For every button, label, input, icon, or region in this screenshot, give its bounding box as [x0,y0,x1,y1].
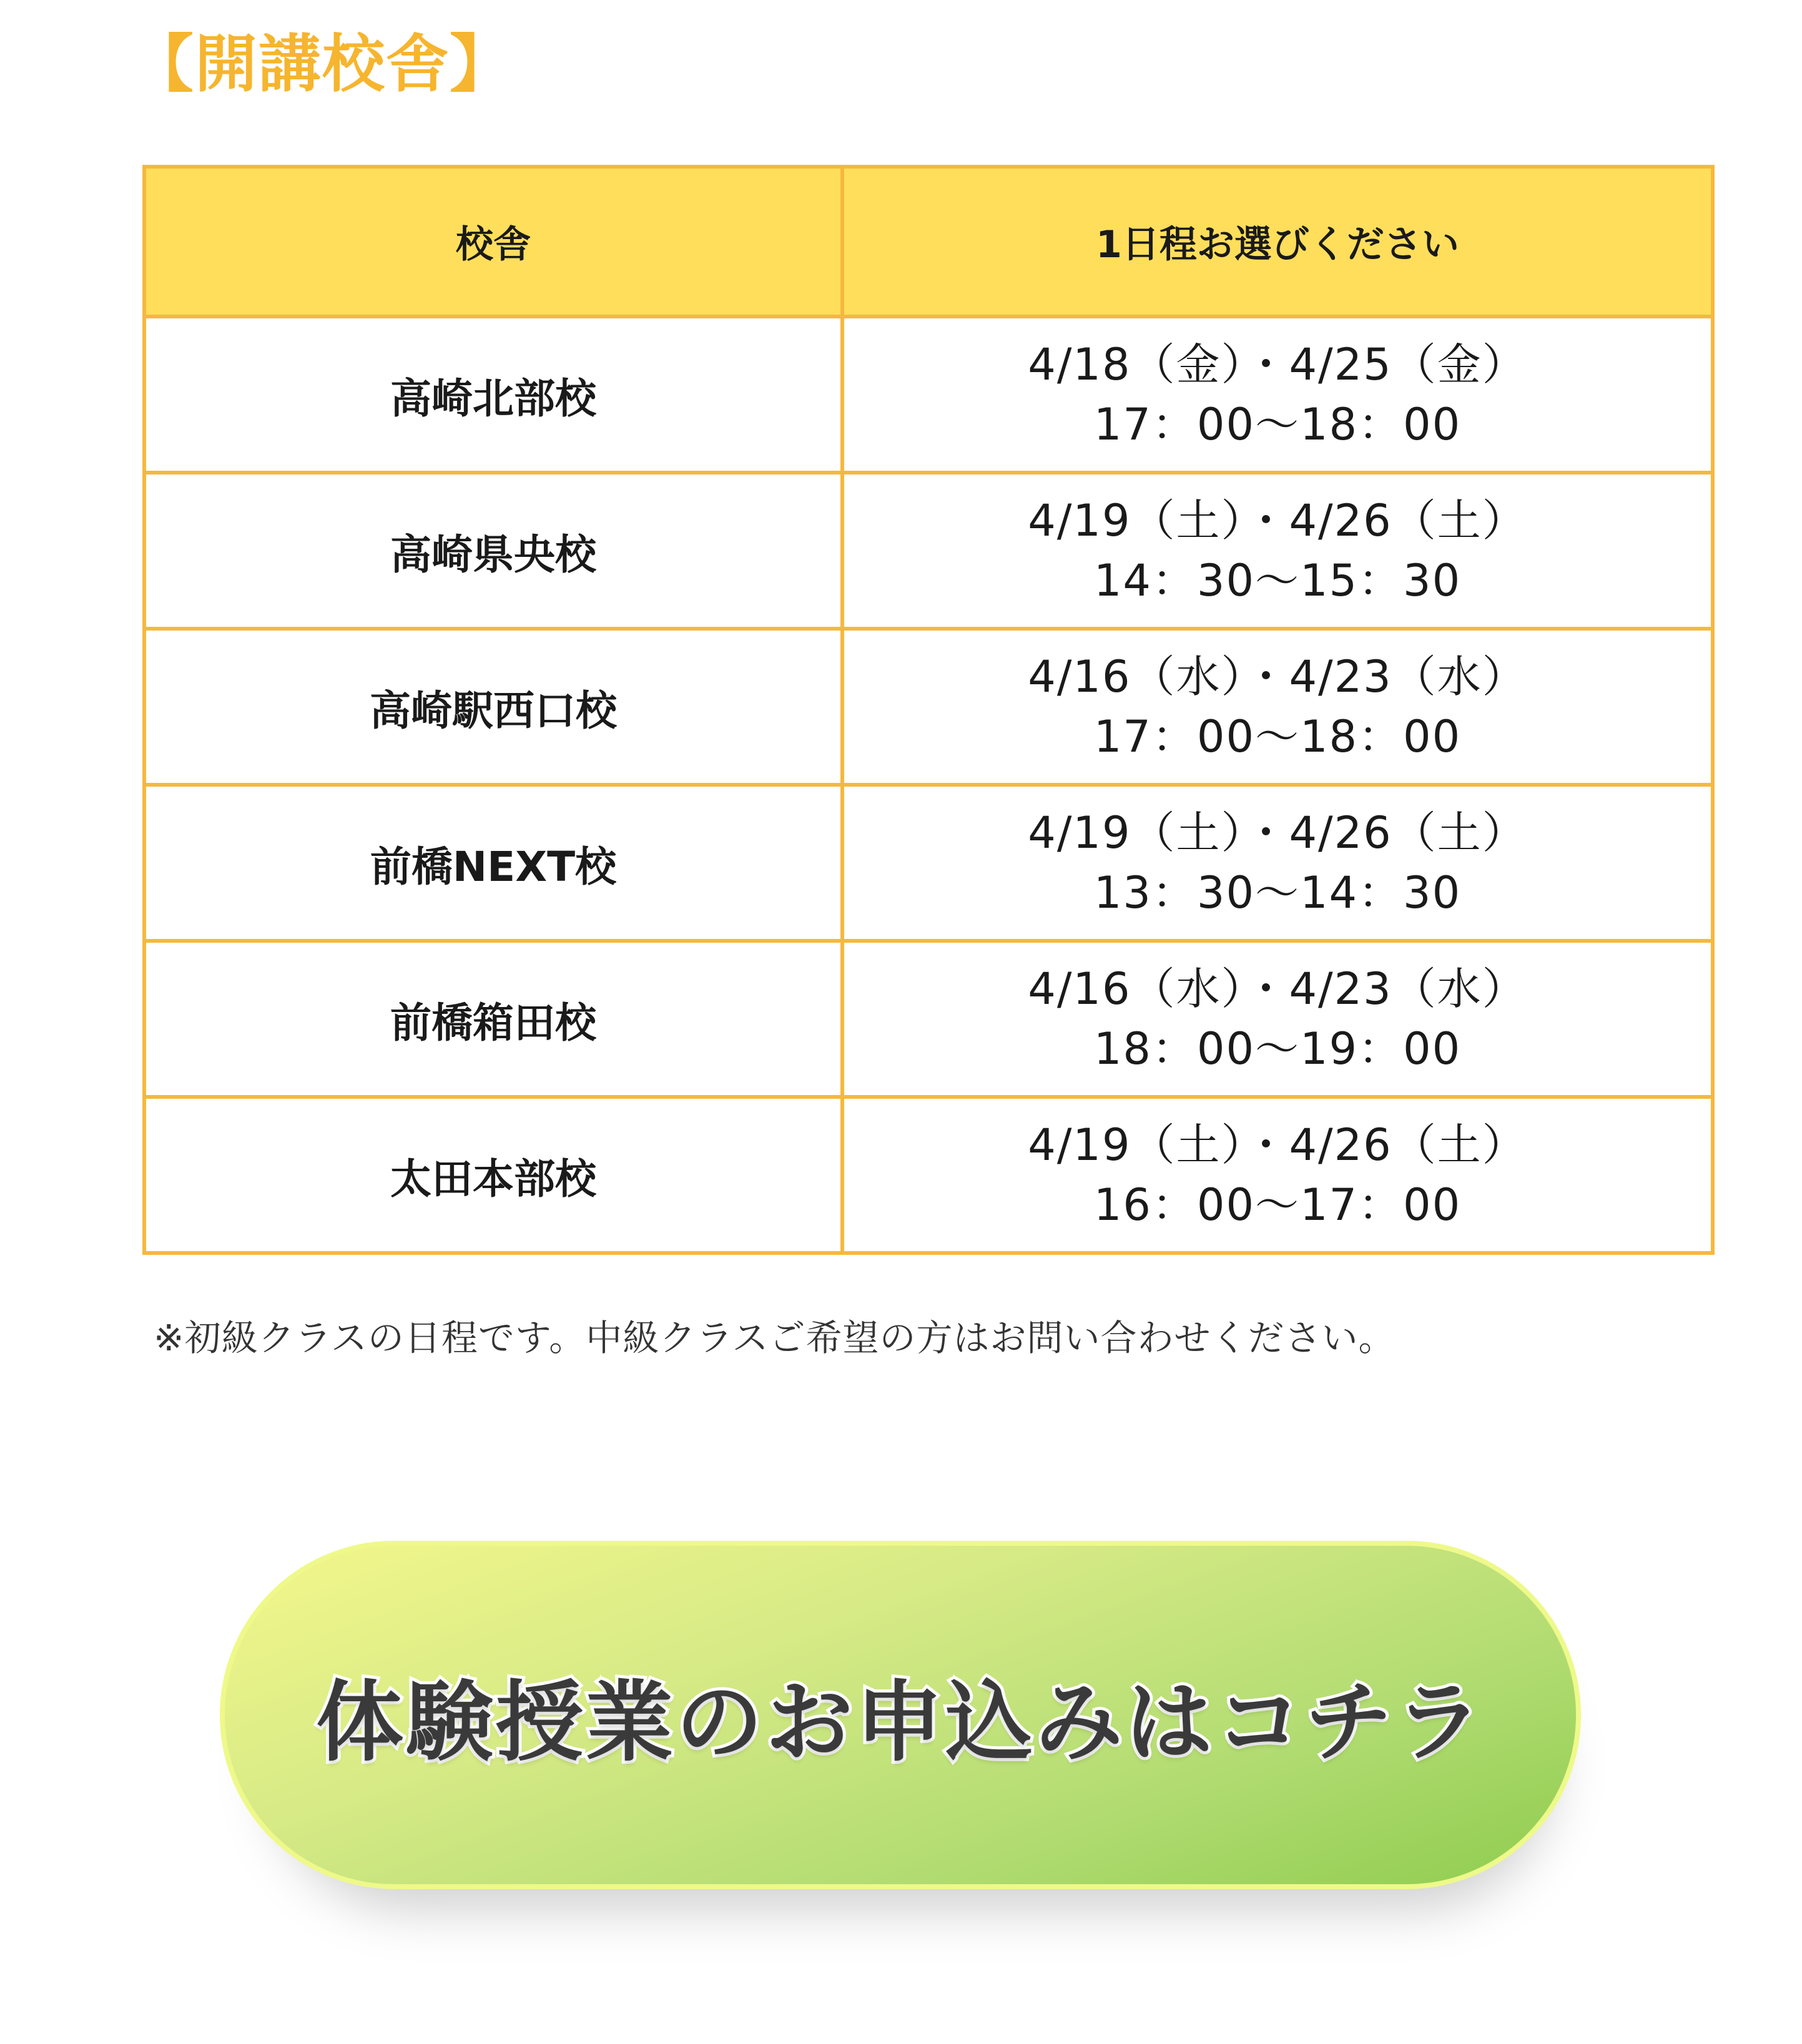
schedule-dates: 4/19（土）・4/26（土） [1028,495,1527,546]
table-header-row [144,167,1713,317]
campus-cell [144,317,842,473]
section-heading: 【開講校舎】 [131,27,513,101]
campus-name: 高崎北部校 [390,374,596,423]
campus-name: 高崎駅西口校 [370,686,617,735]
campus-name: 前橋NEXT校 [370,842,617,891]
schedule-cell [842,629,1713,785]
schedule-dates: 4/16（水）・4/23（水） [1028,963,1527,1015]
column-header-campus: 校舎 [144,167,842,317]
table-row [144,785,1713,941]
schedule-time: 16：00〜17：00 [1093,1179,1462,1231]
trial-lesson-cta-button[interactable] [220,1541,1581,1889]
campus-cell [144,1097,842,1253]
schedule-dates: 4/16（水）・4/23（水） [1028,651,1527,702]
table-row [144,473,1713,629]
table-row [144,629,1713,785]
campus-name: 太田本部校 [390,1154,596,1203]
schedule-time: 17：00〜18：00 [1093,711,1462,762]
column-header-dates: 1日程お選びください [842,167,1713,317]
table-row [144,1097,1713,1253]
schedule-table [142,165,1715,1255]
schedule-cell [842,785,1713,941]
schedule-time: 14：30〜15：30 [1093,555,1462,606]
campus-cell [144,785,842,941]
schedule-time: 17：00〜18：00 [1093,399,1462,450]
campus-cell [144,941,842,1097]
schedule-dates: 4/19（土）・4/26（土） [1028,1119,1527,1171]
campus-cell [144,473,842,629]
table-row [144,941,1713,1097]
schedule-cell [842,317,1713,473]
campus-cell [144,629,842,785]
campus-name: 高崎県央校 [390,530,596,579]
schedule-time: 18：00〜19：00 [1093,1023,1462,1074]
table-row [144,317,1713,473]
schedule-cell [842,1097,1713,1253]
schedule-cell [842,941,1713,1097]
schedule-time: 13：30〜14：30 [1093,867,1462,918]
schedule-cell [842,473,1713,629]
schedule-note: ※初級クラスの日程です。中級クラスご希望の方はお問い合わせください。 [154,1317,1396,1359]
schedule-dates: 4/19（土）・4/26（土） [1028,807,1527,858]
cta-button-label: 体験授業のお申込みはコチラ [315,1671,1485,1774]
campus-name: 前橋箱田校 [390,998,596,1047]
schedule-dates: 4/18（金）・4/25（金） [1028,339,1527,390]
